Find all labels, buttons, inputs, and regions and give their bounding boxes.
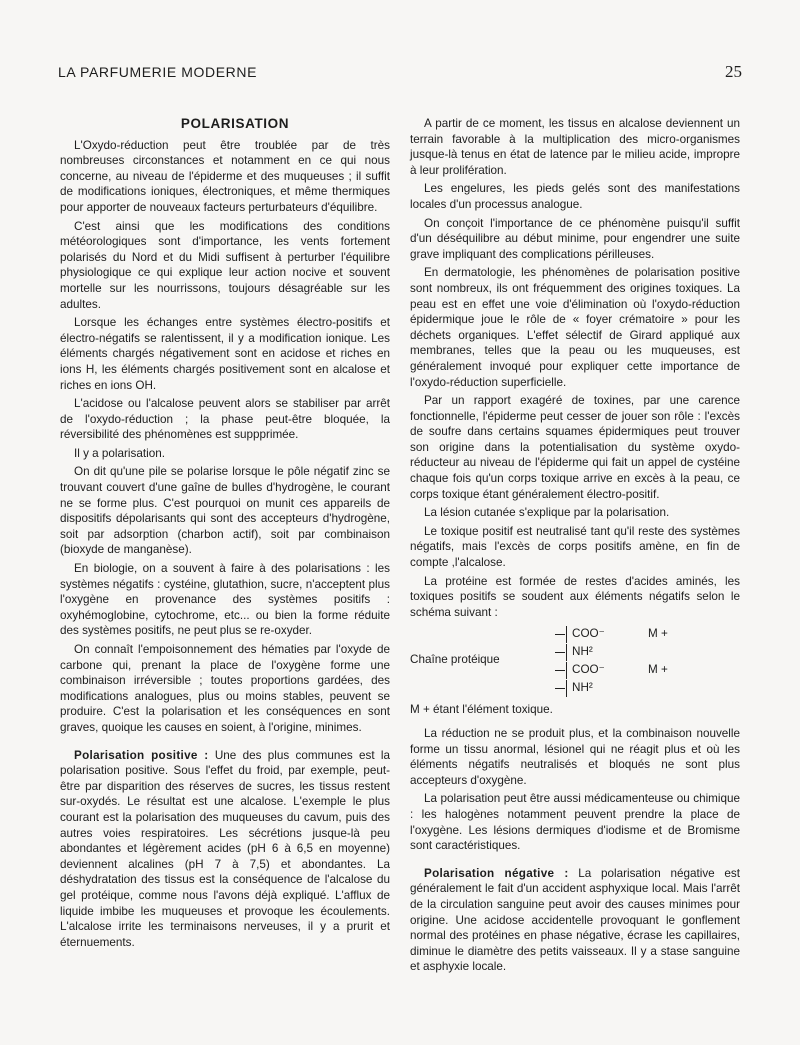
paragraph: On dit qu'une pile se polarise lorsque le pôle négatif zinc se trouvant couvert d'une gaîne de bulles d'hydrogène, le courant ne se forme plus. C'est pourquoi on munit ces appareils de dispositifs dépolarisants qui sont des accepteurs d'hydrogène, soit par adsorption (charbon actif), soit par combinaison (bioxyde de manganèse). (60, 465, 390, 557)
paragraph: La réduction ne se produit plus, et la combinaison nouvelle forme un tissu anormal, lésionel qui ne réagit plus et où les éléments négatifs neutralisés et bloqués ne sont plus accepteurs d'oxygène. (410, 727, 740, 787)
chemical-group: COO⁻ (572, 663, 605, 677)
chain-label: Chaîne protéique (410, 653, 500, 667)
right-column (410, 116, 740, 978)
left-column (60, 116, 390, 953)
paragraph: La protéine est formée de restes d'acides aminés, les toxiques positifs se soudent aux éléments négatifs selon le schéma suivant : (410, 574, 740, 619)
positive-polarisation-heading: Polarisation positive : (74, 748, 209, 762)
bond-icon (555, 662, 573, 678)
schema-row (555, 680, 705, 698)
cation: M + (648, 627, 668, 641)
schema-row (555, 626, 705, 644)
paragraph: A partir de ce moment, les tissus en alcalose deviennent un terrain favorable à la multiplication des micro-organismes jusque-là tenus en état de latence par le milieu acide, impropre à leur prolifération. (410, 117, 740, 177)
bond-icon (555, 680, 573, 696)
positive-polarisation-text: Une des plus communes est la polarisation positive. Sous l'effet du froid, par exemple, peut-être par disparition des réserves de sucres, les tissus restent sur-oxydés. Le résultat est une alcalose. L'exemple le plus courant est la polarisation des muqueuses du cavum, puis des autres voies respiratoires. Les sécrétions jusque-là peu abondantes et légèrement acides (pH 6 à 6,5 en moyenne) deviennent alcalines (pH 7 à 7,5) et abondantes. La déshydratation des tissus est la conséquence de l'alcalose du gel protéique, comme nous l'avons déjà expliqué. L'afflux de liquide imbibe les muqueuses et provoque les écoulements. L'alcalose irrite les terminaisons nerveuses, il y a prurit et éternuements. (60, 748, 390, 949)
negative-polarisation-paragraph (410, 866, 740, 975)
paragraph: Lorsque les échanges entre systèmes électro-positifs et électro-négatifs se ralentissent, il y a modification ionique. Les éléments chargés négativement sont en acidose et riches en ions H, les éléments chargés positivement sont en alcalose et riches en ions OH. (60, 316, 390, 392)
chemical-group: NH² (572, 681, 593, 695)
section-title: POLARISATION (180, 116, 290, 131)
running-header (58, 64, 742, 84)
paragraph: Par un rapport exagéré de toxines, par une carence fonctionnelle, l'épiderme peut cesser de jouer son rôle : l'excès de soufre dans certains squames épidermiques peut trouver son origine dans la potentialisation du système oxydo-réducteur au niveau de l'épiderme qui fait un appel de cystéine chaque fois qu'un corps toxique arrive en excès à la peau, ce corps toxique étant généralement électro-positif. (410, 394, 740, 501)
chemical-group: NH² (572, 645, 593, 659)
paragraph: L'Oxydo-réduction peut être troublée par de très nombreuses circonstances et notamment en ce qui nous concerne, au niveau de l'épiderme et des muqueuses ; il suffit de modifications ioniques, électroniques, et même thermiques pour apporter de nouveaux facteurs perturbateurs d'équilibre. (60, 138, 390, 214)
positive-polarisation-paragraph (60, 748, 390, 951)
paragraph: En biologie, on a souvent à faire à des polarisations : les systèmes négatifs : cystéine, glutathion, sucre, n'acceptent plus l'oxygène en provenance des systèmes positifs : oxyhémoglobine, cytochrome, etc... ou bien la forme réduite des systèmes positifs, ne peut plus se re-oxyder. (60, 562, 390, 638)
paragraph: On conçoit l'importance de ce phénomène puisqu'il suffit d'un déséquilibre au début minime, pour engendrer une suite grave impliquant des complications périlleuses. (410, 216, 740, 261)
bond-icon (555, 644, 573, 660)
negative-polarisation-text: La polarisation négative est généralement le fait d'un accident asphyxique local. Mais l'arrêt de la circulation sanguine peut avoir des causes minimes pour origine. Une acidose accidentelle provoquant le gonflement normal des protéines en phase négative, écrase les capillaires, diminue le diamètre des petits vaisseaux. Il y a stase sanguine et asphyxie locale. (410, 866, 740, 974)
negative-polarisation-heading: Polarisation négative : (424, 866, 569, 880)
running-title: LA PARFUMERIE MODERNE (58, 64, 258, 80)
cation: M + (648, 663, 668, 677)
protein-chain-schema (410, 626, 740, 698)
paragraph: Les engelures, les pieds gelés sont des manifestations locales d'un processus analogue. (410, 182, 740, 211)
paragraph: La polarisation peut être aussi médicamenteuse ou chimique : les halogènes notamment peuvent prendre la place de l'oxygène. Les lésions dermiques d'iodisme et de Bromisme sont caractéristiques. (410, 792, 740, 853)
paragraph: On connaît l'empoisonnement des hématies par l'oxyde de carbone qui, prenant la place de l'oxygène forme une combinaison irréversible ; toutes proportions gardées, des modifications analogues, plus ou moins stables, peuvent se produire. C'est la polarisation et les conséquences en sont graves, quoique les causes en soient, à l'origine, minimes. (60, 643, 390, 734)
page-number: 25 (725, 62, 742, 81)
chemical-group: COO⁻ (572, 627, 605, 641)
schema-row (555, 644, 705, 662)
paragraph: La lésion cutanée s'explique par la polarisation. (424, 506, 670, 520)
paragraph: Le toxique positif est neutralisé tant qu'il reste des systèmes négatifs, mais l'excès de corps positifs amène, en fin de compte ,l'alcalose. (410, 524, 740, 570)
schema-row (555, 662, 705, 680)
bond-icon (555, 626, 573, 642)
paragraph: Il y a polarisation. (74, 446, 165, 460)
paragraph: C'est ainsi que les modifications des conditions météorologiques sont d'importance, les vents fortement polarisés du Nord et du Midi suffisent à perturber l'équilibre physiologique ce qui explique leur action nocive et souvent mortelle sur les nourrissons, toujours désagréable sur les adultes. (60, 219, 390, 311)
paragraph: En dermatologie, les phénomènes de polarisation positive sont nombreux, ils ont fréquemment des origines toxiques. La peau est en effet une voie d'élimination où l'oxydo-réduction épidermique joue le rôle de « foyer crématoire » pour les déchets organiques. L'effet sélectif de Girard appliqué aux membranes, telles que la peau ou les muqueuses, est généralement invoqué pour expliquer cette importance de l'oxydo-réduction superficielle. (410, 266, 740, 389)
toxic-element-note: M + étant l'élément toxique. (410, 703, 553, 717)
paragraph: L'acidose ou l'alcalose peuvent alors se stabiliser par arrêt de l'oxydo-réduction ; la phase peut-être bloquée, la réversibilité des phénomènes est suppprimée. (60, 397, 390, 442)
